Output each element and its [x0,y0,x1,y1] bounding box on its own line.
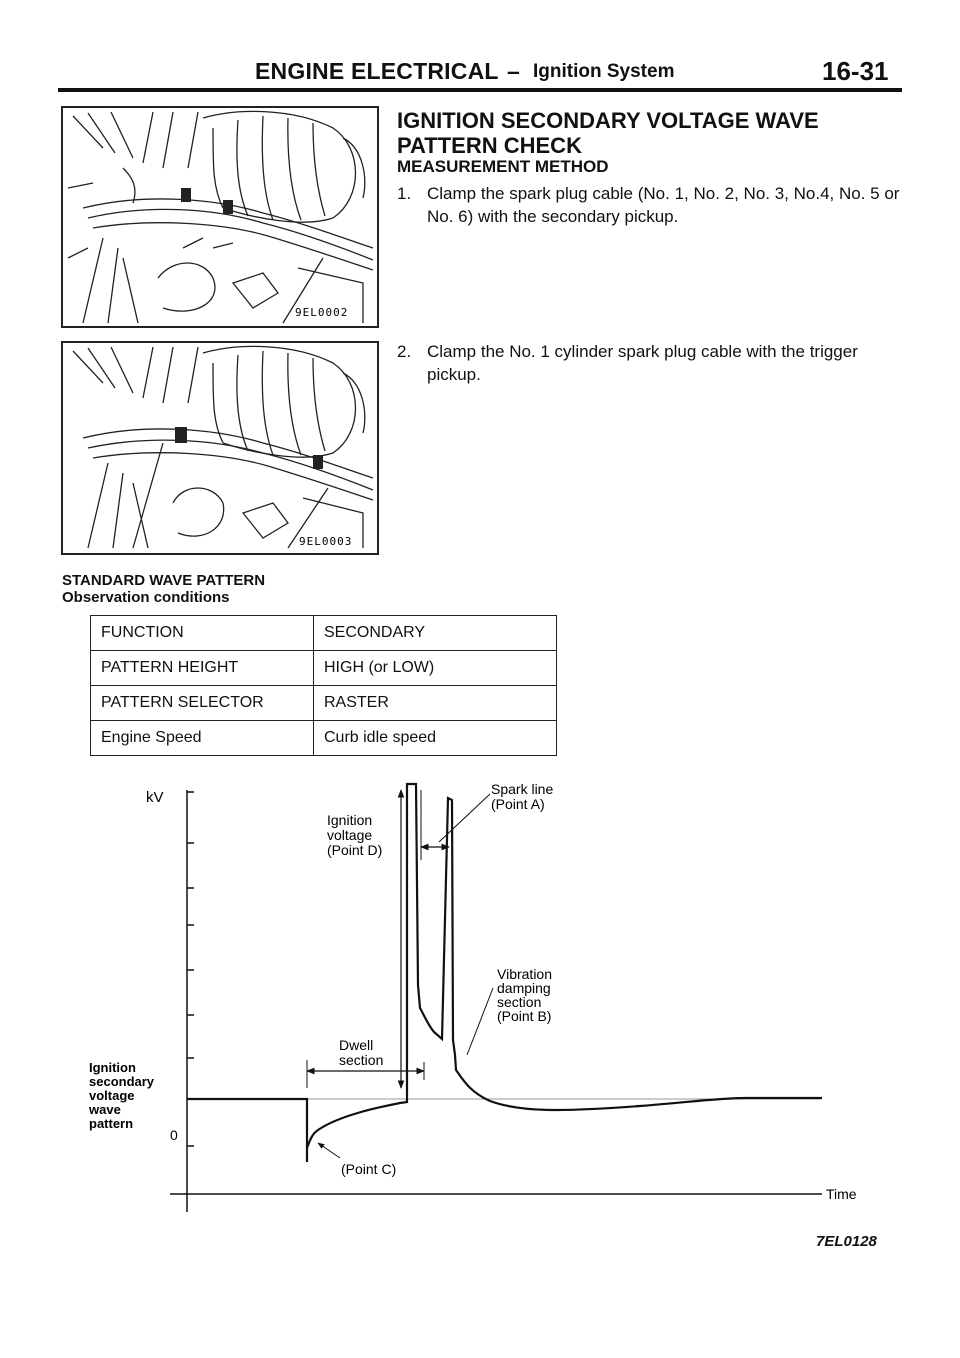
page-number: 16-31 [822,56,889,86]
spark-line-annotation [491,781,553,812]
table-row [91,721,557,756]
engine-drawing-1 [63,108,377,326]
y-axis-title [88,1060,155,1131]
step-1-text: Clamp the spark plug cable (No. 1, No. 2, No. 3, No.4, No. 5 or No. 6) with the secondary pickup. [427,184,900,226]
header-dash: – [507,58,520,84]
table-row [91,616,557,651]
table-row [91,686,557,721]
annotation-line: Vibration [497,966,553,982]
annotation-line: Spark line [491,781,554,797]
y-axis-ticks [187,792,194,1146]
dwell-section-annotation [339,1037,383,1068]
table-cell: FUNCTION [91,616,314,651]
annotation-line: section [339,1052,384,1068]
engine-illustration-2 [61,341,379,555]
y-title-line: Ignition [89,1060,136,1075]
table-cell: PATTERN HEIGHT [91,651,314,686]
table-cell: RASTER [314,686,557,721]
figure-code-2: 9EL0003 [299,535,353,548]
annotation-line: (Point A) [491,796,545,812]
point-c-label: (Point C) [341,1161,397,1177]
table-cell: Engine Speed [91,721,314,756]
step-1 [397,182,912,232]
figure-code-3: 7EL0128 [816,1233,877,1250]
header-rule [58,88,902,92]
table-cell: SECONDARY [314,616,557,651]
figure-code-1: 9EL0002 [295,306,349,319]
table-cell: Curb idle speed [314,721,557,756]
step-2 [397,340,912,390]
y-title-line: secondary [89,1074,155,1089]
wave-pattern-graph [0,770,960,1220]
table-cell: PATTERN SELECTOR [91,686,314,721]
engine-illustration-1 [61,106,379,328]
zero-label: 0 [170,1127,178,1143]
annotation-line: voltage [327,827,373,843]
table-row [91,651,557,686]
annotation-line: section [497,994,542,1010]
page-header-subtitle: Ignition System [533,61,675,82]
annotation-line: (Point D) [327,842,383,858]
annotation-line: Dwell [339,1037,374,1053]
vibration-damping-annotation [497,966,552,1024]
annotation-line: (Point B) [497,1008,552,1024]
measurement-method-heading: MEASUREMENT METHOD [397,157,609,176]
y-title-line: voltage [89,1088,135,1103]
table-cell: HIGH (or LOW) [314,651,557,686]
page-header-title: ENGINE ELECTRICAL [255,58,499,84]
ignition-voltage-annotation [327,812,382,858]
engine-drawing-2 [63,343,377,553]
observation-conditions-heading: Observation conditions [62,589,230,606]
point-c-leader [318,1143,340,1158]
observation-conditions-table [90,615,557,756]
y-title-line: pattern [89,1116,134,1131]
section-title: IGNITION SECONDARY VOLTAGE WAVE PATTERN CHECK [397,108,819,158]
wave-pattern-title: STANDARD WAVE PATTERN [62,572,266,589]
step-1-number: 1. [397,184,412,203]
vibration-leader [467,988,493,1055]
y-unit-label: kV [146,789,164,806]
annotation-line: damping [497,980,551,996]
annotation-line: Ignition [327,812,373,828]
step-2-text: Clamp the No. 1 cylinder spark plug cable with the trigger pickup. [427,342,858,384]
y-title-line: wave [89,1102,121,1117]
x-axis-label: Time [826,1186,857,1202]
step-2-number: 2. [397,342,412,361]
